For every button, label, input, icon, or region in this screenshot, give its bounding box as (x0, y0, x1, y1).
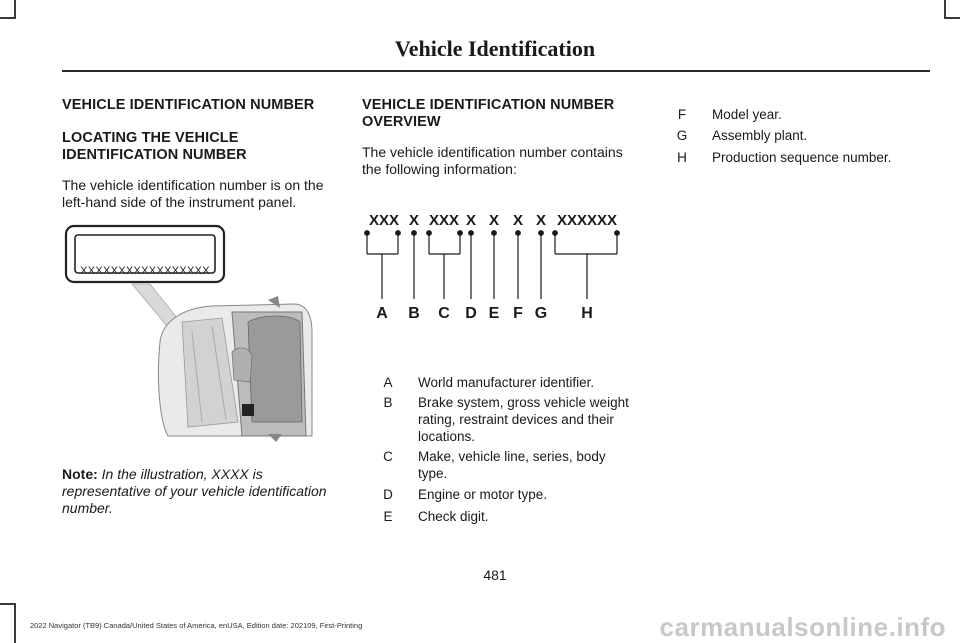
note-line-1: In the illustration, XXXX is (101, 466, 263, 482)
definition-c (378, 448, 648, 484)
definition-b-line-3: locations. (418, 429, 476, 444)
subsection-title-line2: IDENTIFICATION NUMBER (62, 147, 247, 163)
body-line-1: The vehicle identification number is on the (62, 177, 324, 193)
overview-title-line1: VEHICLE IDENTIFICATION NUMBER (362, 97, 615, 113)
vin-structure-diagram (358, 207, 628, 322)
definition-c-line-2: type. (418, 466, 448, 481)
crop-mark-bottom-left-h (0, 603, 16, 605)
definition-b (378, 392, 648, 444)
definition-text (418, 394, 629, 445)
section-title: VEHICLE IDENTIFICATION NUMBER (62, 97, 315, 113)
vin-group-2: X (408, 212, 420, 229)
overview-title-line2: OVERVIEW (362, 114, 441, 130)
definition-text: World manufacturer identifier. (418, 375, 595, 390)
diagram-label-h: H (581, 305, 593, 322)
vin-group-6: X (512, 212, 524, 229)
definition-b-line-1: Brake system, gross vehicle weight (418, 395, 629, 410)
crop-mark-bottom-left-v (14, 603, 16, 643)
vin-location-illustration (62, 222, 322, 442)
definition-text: Engine or motor type. (418, 487, 548, 502)
definition-letter: A (383, 375, 393, 390)
page-number: 481 (483, 567, 507, 583)
definition-letter: G (676, 128, 688, 143)
footer-text: 2022 Navigator (TB9) Canada/United States of America, enUSA, Edition date: 202109, First-Printing (30, 621, 363, 630)
crop-mark-top-right-h (944, 17, 960, 19)
vin-group-3: XXX (428, 212, 460, 229)
crop-mark-top-left-v (14, 0, 16, 18)
definition-b-line-2: rating, restraint devices and their (418, 412, 614, 427)
definition-text: Model year. (712, 107, 782, 122)
note-label: Note: (62, 466, 98, 482)
page-title: Vehicle Identification (394, 36, 596, 61)
body-line-2: left-hand side of the instrument panel. (62, 194, 297, 210)
subsection-title-line1: LOCATING THE VEHICLE (62, 130, 239, 146)
definition-letter: C (383, 449, 393, 464)
definition-letter: H (677, 150, 687, 165)
note-line-3: number. (62, 500, 113, 516)
watermark: carmanualsonline.info (659, 612, 946, 642)
diagram-label-e: E (488, 305, 500, 322)
vin-group-8: XXXXXX (556, 212, 618, 229)
diagram-label-f: F (513, 305, 523, 322)
overview-body-line-1: The vehicle identification number contains (362, 144, 623, 160)
note-line-2: representative of your vehicle identification (62, 483, 327, 499)
crop-mark-top-left-h (0, 17, 16, 19)
definition-letter: B (383, 395, 393, 410)
vin-group-5: X (488, 212, 500, 229)
definition-text: Assembly plant. (712, 128, 808, 143)
definition-letter: D (383, 487, 393, 502)
vin-group-1: XXX (368, 212, 400, 229)
definition-text: Check digit. (418, 509, 489, 524)
header-divider (62, 70, 930, 72)
definition-text (418, 448, 606, 482)
diagram-label-c: C (438, 305, 450, 322)
note-block (62, 466, 347, 517)
definition-letter: F (677, 107, 687, 122)
definition-c-line-1: Make, vehicle line, series, body (418, 449, 606, 464)
vin-group-4: X (465, 212, 477, 229)
left-column (62, 97, 342, 211)
diagram-label-a: A (376, 305, 388, 322)
diagram-label-g: G (534, 305, 548, 322)
overview-body-line-2: the following information: (362, 161, 517, 177)
diagram-label-d: D (465, 305, 477, 322)
crop-mark-top-right-v (944, 0, 946, 18)
vin-group-7: X (535, 212, 547, 229)
middle-column (362, 97, 642, 178)
diagram-label-b: B (408, 305, 420, 322)
vin-plate-text: XXXXXXXXXXXXXXXXX (80, 265, 210, 277)
definition-letter: E (383, 509, 393, 524)
definition-text: Production sequence number. (712, 150, 892, 165)
